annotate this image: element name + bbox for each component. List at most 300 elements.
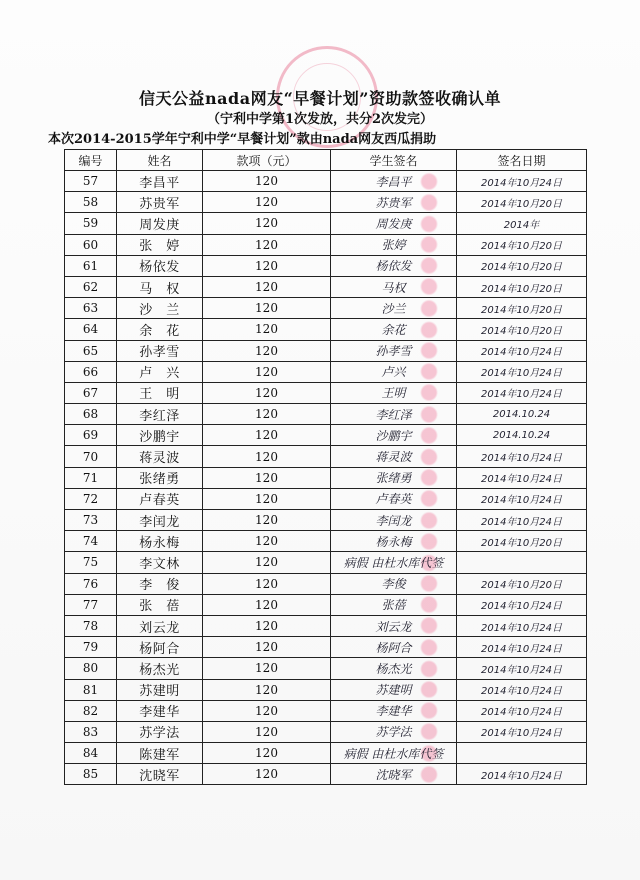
cell-name-text: 张 蓓: [139, 599, 180, 615]
cell-name-text: 李红泽: [139, 408, 180, 424]
cell-name: [117, 700, 203, 721]
receipt-table: [64, 149, 587, 785]
cell-signature: [331, 531, 457, 552]
cell-id: [65, 319, 117, 340]
cell-name-text: 沙 兰: [139, 302, 180, 318]
cell-signature: [331, 743, 457, 764]
cell-date: [457, 213, 587, 234]
cell-id: [65, 510, 117, 531]
cell-amount: [203, 171, 331, 192]
cell-date: [457, 340, 587, 361]
cell-signature: [331, 488, 457, 509]
cell-name: [117, 192, 203, 213]
cell-amount-text: 120: [255, 703, 278, 718]
cell-date: [457, 700, 587, 721]
cell-date: [457, 488, 587, 509]
cell-signature: [331, 425, 457, 446]
cell-id: [65, 382, 117, 403]
cell-name-text: 李文林: [139, 556, 180, 572]
cell-date: [457, 531, 587, 552]
cell-amount: [203, 552, 331, 573]
cell-date: [457, 446, 587, 467]
cell-amount-text: 120: [255, 513, 278, 528]
table-row: [65, 171, 587, 192]
cell-date: [457, 192, 587, 213]
cell-amount-text: 120: [255, 534, 278, 549]
cell-amount-text: 120: [255, 216, 278, 231]
cell-date: [457, 743, 587, 764]
cell-amount: [203, 276, 331, 297]
cell-amount-text: 120: [255, 619, 278, 634]
cell-date-text: 2014年10月24日: [481, 643, 562, 655]
cell-date-text: 2014.10.24: [492, 408, 551, 420]
cell-amount-text: 120: [255, 343, 278, 358]
cell-date-text: 2014年10月24日: [481, 516, 562, 528]
cell-signature-text: 张绪勇: [375, 471, 412, 486]
cell-date: [457, 298, 587, 319]
cell-amount-text: 120: [255, 385, 278, 400]
cell-date-text: 2014年10月24日: [481, 622, 562, 634]
cell-id: [65, 467, 117, 488]
cell-id: [65, 425, 117, 446]
cell-id: [65, 213, 117, 234]
cell-id-text: 79: [82, 640, 99, 655]
cell-date: [457, 234, 587, 255]
cell-signature-text: 杨依发: [375, 259, 412, 274]
cell-name-text: 杨依发: [139, 260, 180, 276]
table-row: [65, 213, 587, 234]
cell-signature-text: 张蓓: [381, 598, 406, 613]
cell-amount: [203, 531, 331, 552]
cell-amount: [203, 446, 331, 467]
table-row: [65, 700, 587, 721]
cell-signature-text: 苏学法: [375, 725, 412, 740]
cell-name: [117, 510, 203, 531]
cell-amount-text: 120: [255, 258, 278, 273]
cell-id: [65, 446, 117, 467]
cell-amount-text: 120: [255, 470, 278, 485]
cell-date: [457, 573, 587, 594]
table-row: [65, 361, 587, 382]
cell-amount-text: 120: [255, 767, 278, 782]
table-row: [65, 531, 587, 552]
cell-id-text: 60: [82, 237, 99, 252]
cell-name-text: 陈建军: [139, 747, 180, 763]
table-row: [65, 488, 587, 509]
cell-id: [65, 192, 117, 213]
cell-signature: [331, 637, 457, 658]
cell-name: [117, 382, 203, 403]
cell-name: [117, 743, 203, 764]
cell-id: [65, 552, 117, 573]
cell-id-text: 67: [82, 385, 99, 400]
table-row: [65, 276, 587, 297]
cell-name: [117, 404, 203, 425]
cell-name: [117, 573, 203, 594]
cell-id-text: 57: [82, 174, 99, 189]
cell-signature: [331, 298, 457, 319]
table-row: [65, 637, 587, 658]
cell-signature: [331, 467, 457, 488]
cell-name: [117, 361, 203, 382]
cell-signature: [331, 552, 457, 573]
cell-name-text: 杨永梅: [139, 535, 180, 551]
cell-amount-text: 120: [255, 597, 278, 612]
cell-amount: [203, 298, 331, 319]
cell-date-text: 2014年10月24日: [481, 601, 562, 613]
cell-amount: [203, 721, 331, 742]
cell-signature-text: 杨阿合: [375, 640, 412, 655]
cell-id-text: 64: [82, 322, 99, 337]
cell-id-text: 63: [82, 301, 99, 316]
cell-name-text: 卢春英: [139, 493, 180, 509]
cell-amount-text: 120: [255, 280, 278, 295]
cell-amount-text: 120: [255, 576, 278, 591]
cell-id: [65, 171, 117, 192]
cell-signature-text: 病假 由杜水库代签: [343, 746, 444, 761]
cell-id-text: 59: [82, 216, 99, 231]
cell-id-text: 61: [82, 258, 99, 273]
cell-id-text: 66: [82, 364, 99, 379]
cell-date-text: 2014年10月24日: [481, 686, 562, 698]
cell-amount: [203, 764, 331, 785]
cell-id-text: 72: [82, 491, 99, 506]
cell-amount: [203, 192, 331, 213]
cell-date: [457, 510, 587, 531]
cell-signature: [331, 594, 457, 615]
cell-date-text: 2014.10.24: [492, 429, 551, 441]
cell-signature: [331, 255, 457, 276]
cell-id: [65, 361, 117, 382]
cell-amount: [203, 213, 331, 234]
table-row: [65, 467, 587, 488]
table-row: [65, 234, 587, 255]
cell-id-text: 81: [82, 682, 99, 697]
cell-signature: [331, 319, 457, 340]
cell-amount: [203, 234, 331, 255]
cell-id-text: 58: [82, 195, 99, 210]
cell-id-text: 75: [82, 555, 99, 570]
cell-signature-text: 李俊: [381, 577, 406, 592]
header-amount: 款项（元）: [203, 150, 331, 171]
cell-amount: [203, 361, 331, 382]
cell-amount: [203, 255, 331, 276]
cell-signature-text: 孙孝雪: [375, 344, 412, 359]
cell-amount-text: 120: [255, 555, 278, 570]
cell-date-text: 2014年10月24日: [481, 389, 562, 401]
table-row: [65, 615, 587, 636]
cell-id: [65, 700, 117, 721]
cell-date-text: 2014年10月20日: [481, 241, 562, 253]
cell-amount-text: 120: [255, 661, 278, 676]
cell-name-text: 余 花: [139, 323, 180, 339]
cell-date: [457, 467, 587, 488]
table-body: [65, 171, 587, 785]
cell-date-text: 2014年10月20日: [481, 537, 562, 549]
cell-name-text: 杨杰光: [139, 662, 180, 678]
cell-date-text: 2014年10月24日: [481, 664, 562, 676]
cell-amount: [203, 637, 331, 658]
cell-date-text: 2014年10月24日: [481, 347, 562, 359]
cell-id-text: 71: [82, 470, 99, 485]
cell-amount-text: 120: [255, 301, 278, 316]
cell-name: [117, 552, 203, 573]
cell-signature: [331, 276, 457, 297]
cell-name: [117, 171, 203, 192]
cell-signature-text: 李闰龙: [375, 513, 412, 528]
table-row: [65, 510, 587, 531]
cell-signature: [331, 340, 457, 361]
cell-date-text: 2014年10月24日: [481, 177, 562, 189]
cell-id-text: 70: [82, 449, 99, 464]
cell-date: [457, 404, 587, 425]
cell-amount-text: 120: [255, 364, 278, 379]
cell-date: [457, 552, 587, 573]
cell-amount: [203, 510, 331, 531]
cell-id: [65, 531, 117, 552]
cell-amount: [203, 404, 331, 425]
cell-signature-text: 周发庚: [375, 216, 412, 231]
cell-id: [65, 340, 117, 361]
table-row: [65, 425, 587, 446]
cell-signature: [331, 764, 457, 785]
cell-date: [457, 679, 587, 700]
table-row: [65, 743, 587, 764]
cell-name-text: 马 权: [139, 281, 180, 297]
cell-id: [65, 234, 117, 255]
cell-name: [117, 298, 203, 319]
table-row: [65, 721, 587, 742]
cell-date: [457, 255, 587, 276]
cell-signature: [331, 615, 457, 636]
cell-name: [117, 425, 203, 446]
cell-date: [457, 319, 587, 340]
cell-id-text: 84: [82, 746, 99, 761]
table-row: [65, 382, 587, 403]
cell-amount: [203, 679, 331, 700]
document-subtitle: （宁利中学第1次发放，共分2次发完）: [206, 112, 434, 127]
cell-signature-text: 余花: [381, 322, 406, 337]
cell-name-text: 苏贵军: [139, 196, 180, 212]
table-row: [65, 319, 587, 340]
cell-name-text: 李闰龙: [139, 514, 180, 530]
cell-amount-text: 120: [255, 682, 278, 697]
cell-date-text: 2014年10月20日: [481, 283, 562, 295]
cell-id: [65, 658, 117, 679]
cell-date: [457, 425, 587, 446]
cell-name-text: 周发庚: [139, 217, 180, 233]
table-row: [65, 446, 587, 467]
cell-amount-text: 120: [255, 640, 278, 655]
cell-signature: [331, 510, 457, 531]
cell-name-text: 李建华: [139, 705, 180, 721]
cell-amount: [203, 425, 331, 446]
cell-name-text: 李 俊: [139, 578, 180, 594]
cell-amount-text: 120: [255, 746, 278, 761]
cell-name-text: 杨阿合: [139, 641, 180, 657]
cell-name: [117, 637, 203, 658]
cell-name-text: 张 婷: [139, 239, 180, 255]
cell-id: [65, 721, 117, 742]
cell-date: [457, 615, 587, 636]
cell-signature-text: 沙兰: [381, 301, 406, 316]
cell-signature-text: 卢春英: [375, 492, 412, 507]
cell-signature-text: 李建华: [375, 704, 412, 719]
cell-amount: [203, 382, 331, 403]
cell-id-text: 78: [82, 619, 99, 634]
cell-date-text: 2014年10月24日: [481, 474, 562, 486]
cell-id: [65, 615, 117, 636]
cell-signature: [331, 382, 457, 403]
cell-date-text: 2014年10月24日: [481, 368, 562, 380]
cell-id: [65, 594, 117, 615]
table-row: [65, 573, 587, 594]
header-signature: 学生签名: [331, 150, 457, 171]
cell-name-text: 刘云龙: [139, 620, 180, 636]
cell-amount-text: 120: [255, 449, 278, 464]
cell-id: [65, 404, 117, 425]
cell-id-text: 82: [82, 703, 99, 718]
cell-name: [117, 446, 203, 467]
cell-name-text: 孙孝雪: [139, 345, 180, 361]
cell-id: [65, 298, 117, 319]
cell-signature-text: 苏贵军: [375, 195, 412, 210]
cell-amount: [203, 467, 331, 488]
cell-name-text: 沙鹏宇: [139, 429, 180, 445]
cell-date: [457, 721, 587, 742]
cell-signature-text: 沙鹏宇: [375, 428, 412, 443]
table-row: [65, 192, 587, 213]
table-row: [65, 658, 587, 679]
cell-id: [65, 573, 117, 594]
cell-date: [457, 658, 587, 679]
cell-name-text: 沈晓军: [139, 768, 180, 784]
document-title: 信天公益nada网友“早餐计划”资助款签收确认单: [139, 89, 501, 108]
cell-signature: [331, 171, 457, 192]
cell-name-text: 李昌平: [139, 175, 180, 191]
cell-date: [457, 171, 587, 192]
cell-name: [117, 340, 203, 361]
cell-date-text: 2014年10月20日: [481, 262, 562, 274]
cell-amount-text: 120: [255, 491, 278, 506]
cell-signature: [331, 679, 457, 700]
cell-signature-text: 沈晓军: [375, 767, 412, 782]
cell-signature: [331, 213, 457, 234]
table-row: [65, 404, 587, 425]
cell-name: [117, 615, 203, 636]
cell-signature: [331, 658, 457, 679]
cell-name: [117, 658, 203, 679]
cell-amount: [203, 573, 331, 594]
cell-id-text: 69: [82, 428, 99, 443]
cell-signature-text: 李昌平: [375, 174, 412, 189]
cell-amount: [203, 319, 331, 340]
cell-id-text: 80: [82, 661, 99, 676]
cell-date-text: 2014年10月24日: [481, 728, 562, 740]
cell-signature: [331, 192, 457, 213]
cell-id: [65, 255, 117, 276]
cell-date: [457, 637, 587, 658]
cell-name-text: 蒋灵波: [139, 451, 180, 467]
cell-id-text: 77: [82, 597, 99, 612]
header-name: 姓名: [117, 150, 203, 171]
cell-signature-text: 苏建明: [375, 683, 412, 698]
cell-name: [117, 255, 203, 276]
cell-name-text: 王 明: [139, 387, 180, 403]
header-date: 签名日期: [457, 150, 587, 171]
cell-signature-text: 病假 由杜水库代签: [343, 555, 444, 570]
cell-name: [117, 276, 203, 297]
cell-signature: [331, 361, 457, 382]
cell-signature-text: 张婷: [381, 238, 406, 253]
cell-id-text: 76: [82, 576, 99, 591]
cell-amount-text: 120: [255, 407, 278, 422]
table-header-row: [65, 150, 587, 171]
cell-date-text: 2014年10月20日: [481, 580, 562, 592]
cell-name: [117, 213, 203, 234]
cell-amount: [203, 594, 331, 615]
cell-date-text: 2014年10月24日: [481, 770, 562, 782]
cell-signature-text: 杨永梅: [375, 534, 412, 549]
cell-name: [117, 234, 203, 255]
cell-name-text: 苏建明: [139, 684, 180, 700]
cell-signature: [331, 721, 457, 742]
cell-signature: [331, 446, 457, 467]
cell-signature-text: 卢兴: [381, 365, 406, 380]
cell-amount: [203, 615, 331, 636]
cell-name: [117, 319, 203, 340]
cell-id: [65, 488, 117, 509]
table-row: [65, 764, 587, 785]
cell-amount: [203, 700, 331, 721]
cell-id: [65, 764, 117, 785]
donor-note: 本次2014-2015学年宁利中学“早餐计划”款由nada网友西瓜捐助: [48, 132, 437, 147]
cell-name: [117, 467, 203, 488]
cell-amount-text: 120: [255, 428, 278, 443]
cell-name: [117, 488, 203, 509]
cell-amount: [203, 340, 331, 361]
table-row: [65, 594, 587, 615]
cell-id: [65, 743, 117, 764]
cell-signature: [331, 234, 457, 255]
cell-amount: [203, 743, 331, 764]
cell-name-text: 张绪勇: [139, 472, 180, 488]
cell-name: [117, 679, 203, 700]
cell-signature-text: 李红泽: [375, 407, 412, 422]
table-row: [65, 679, 587, 700]
table-row: [65, 340, 587, 361]
cell-signature-text: 杨杰光: [375, 661, 412, 676]
cell-id-text: 65: [82, 343, 99, 358]
cell-date: [457, 276, 587, 297]
cell-name: [117, 721, 203, 742]
cell-signature: [331, 573, 457, 594]
cell-amount-text: 120: [255, 237, 278, 252]
cell-amount-text: 120: [255, 174, 278, 189]
cell-signature-text: 刘云龙: [375, 619, 412, 634]
table-row: [65, 552, 587, 573]
cell-signature-text: 蒋灵波: [375, 450, 412, 465]
cell-name: [117, 764, 203, 785]
cell-id: [65, 276, 117, 297]
cell-name-text: 苏学法: [139, 726, 180, 742]
cell-name: [117, 531, 203, 552]
cell-id-text: 85: [82, 767, 99, 782]
cell-date: [457, 361, 587, 382]
cell-date-text: 2014年10月24日: [481, 707, 562, 719]
cell-amount-text: 120: [255, 322, 278, 337]
cell-signature-text: 王明: [381, 386, 406, 401]
